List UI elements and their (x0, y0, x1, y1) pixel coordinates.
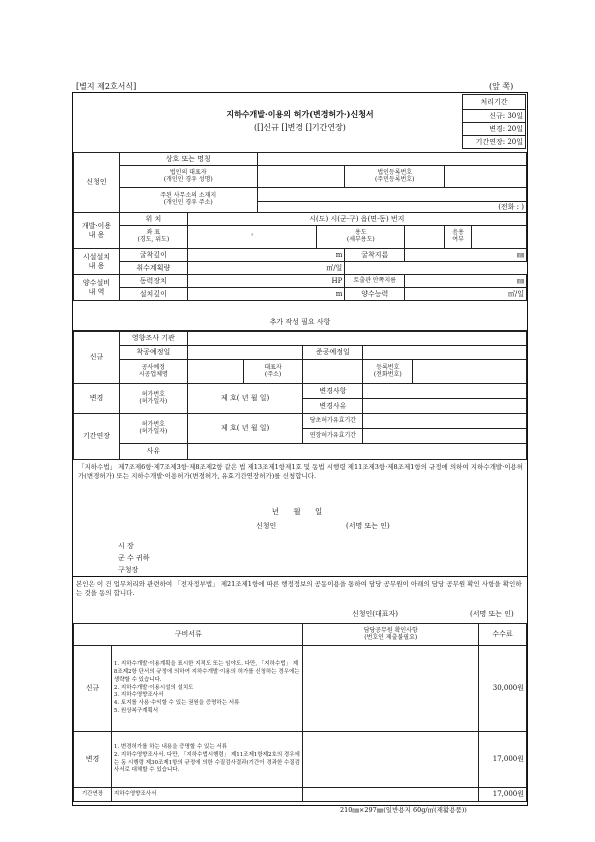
dig-diameter-label: 굴착지름 (345, 249, 405, 262)
docs-change-item: 2. 지하수영향조사서. 다만, 「지하수법시행령」 제11조제1항제2호의 경우에는 동 시행령 제30조제1항의 규정에 의한 수질검사결과(기간이 경과한 수질검사서로 대체할 수 있습니다. (113, 751, 300, 774)
change-permit-field[interactable]: 제 호( 년 월 일) (187, 384, 303, 414)
period-new-key: 신규: (489, 111, 506, 120)
corp-reg-label-sub: (주민등록번호) (374, 175, 415, 183)
complete-date-label: 준공예정일 (303, 346, 363, 360)
address-label-sub: (개인인 경우 주소) (163, 199, 213, 206)
docs-header-official-sub: (번호인 제출불필요) (364, 633, 418, 641)
location-field[interactable]: 시(도) 시(군·구) 읍(면·동) 번지 (187, 213, 526, 226)
docs-new-official (303, 646, 479, 732)
company-name-label: 상호 또는 명칭 (119, 153, 257, 166)
coordinates-label-sub: (경도, 위도) (137, 236, 170, 243)
pump-group-label: 양수설비 (82, 279, 110, 288)
ext-period-field[interactable] (363, 429, 527, 444)
docs-new-fee: 30,000원 (479, 646, 527, 732)
ext-permit-label: 허가번호 (141, 420, 165, 428)
survey-org-field[interactable] (187, 332, 526, 346)
orig-period-field[interactable] (363, 414, 527, 429)
dig-depth-label: 굴착깊이 (119, 249, 187, 262)
survey-org-label: 영향조사 기관 (119, 332, 187, 346)
pump-group-label-sub: 내 역 (88, 287, 105, 296)
docs-new-item: 5. 원상복구계획서 (113, 708, 159, 715)
complete-date-field[interactable] (363, 346, 527, 360)
install-depth-unit[interactable]: m (187, 288, 345, 301)
company-name-field[interactable] (257, 153, 526, 166)
docs-new-item: 2. 지하수개발·이용시설의 설치도 (113, 684, 194, 691)
ext-group-label: 기간연장 (74, 414, 120, 460)
period-ext-key: 기간연장: (475, 137, 506, 146)
corp-reg-label: 법인등록번호 (377, 168, 413, 176)
intake-plan-unit[interactable]: ㎥/일 (187, 262, 345, 275)
contractor-rep-field[interactable] (303, 360, 363, 384)
paper-size-note: 210㎜×297㎜(일반용지 60g/㎡(재활용품)) (340, 806, 467, 814)
docs-change-label: 변경 (74, 732, 112, 788)
contractor-rep-label-sub: (주소) (264, 370, 282, 378)
representative-label-sub: (개인인 경우 성명) (163, 175, 213, 183)
extra-info-table (73, 331, 527, 460)
docs-new-item: 3. 지하수영향조사서 (113, 692, 164, 699)
docs-header-required: 구비서류 (74, 624, 303, 646)
start-date-label: 착공예정일 (119, 346, 187, 360)
consent-sign-note[interactable]: (서명 또는 인) (470, 610, 514, 618)
ext-reason-field[interactable] (187, 444, 526, 460)
period-change-value: 20일 (507, 124, 523, 133)
docs-ext-item: 지하수영향조사서 (111, 788, 303, 802)
coordinates-label: 좌 표 (146, 229, 161, 237)
contractor-label-sub: 시공업체명 (138, 370, 168, 378)
docs-new-label: 신규 (74, 646, 112, 732)
dev-group-label-sub: 내 용 (88, 230, 105, 239)
facility-group-label-sub: 내 용 (88, 261, 105, 270)
dig-depth-unit[interactable]: m (187, 249, 345, 262)
address-label: 주된 사무소의 소재지 (160, 192, 217, 200)
addressee-district: 구청장 (118, 566, 139, 574)
pump-capacity-unit[interactable]: ㎥/일 (405, 288, 527, 301)
declaration-text: 「지하수법」 제7조제6항·제7조제3항·제8조제2항 같은 법 제13조제1항제1호 및 동법 시행령 제11조제3항·제8조제1항의 규정에 의하여 지하수개발·이용허가(변경허가) 또는 지하수개발·이용허가(변경허가, 유효기간연장허가)를 신청합니다. (78, 463, 524, 481)
form-subtitle: ([]신규 []변경 []기간연장) (254, 123, 346, 132)
change-reason-label: 변경사유 (303, 399, 363, 414)
page-side-label: (앞 쪽) (489, 82, 514, 91)
declaration-sign-note[interactable]: (서명 또는 인) (346, 522, 390, 530)
change-group-label: 변경 (74, 384, 120, 414)
power-label: 동력장치 (119, 275, 187, 288)
contractor-rep-label: 대표자 (264, 363, 282, 371)
facility-group-label: 시설설치 (82, 253, 110, 262)
contractor-reg-label: 등록번호 (376, 363, 400, 371)
ext-permit-label-sub: (허가일자) (139, 427, 168, 435)
addressee-county: 군 수 귀하 (118, 554, 150, 562)
change-permit-label: 허가번호 (141, 390, 165, 398)
period-new-value: 30일 (507, 111, 523, 120)
extra-heading: 추가 작성 필요 사항 (73, 318, 527, 331)
addressee-mayor: 시 장 (118, 542, 134, 550)
drinking-label: 음용 (452, 229, 464, 237)
dev-group-label: 개발·이용 (81, 222, 112, 231)
contractor-field[interactable] (187, 360, 243, 384)
contractor-reg-field[interactable] (413, 360, 527, 384)
pump-capacity-label: 양수능력 (345, 288, 405, 301)
form-title: 지하수개발·이용의 허가(변경허가·)신청서 (226, 109, 374, 119)
drinking-field[interactable] (472, 226, 526, 248)
location-label: 위 치 (119, 213, 187, 226)
docs-ext-official (303, 788, 479, 802)
application-info-table (73, 152, 527, 301)
address-field[interactable] (257, 188, 526, 202)
purpose-label-sub: (세부용도) (346, 236, 375, 243)
form-number: [별지 제2호서식] (76, 82, 137, 91)
orig-period-label: 당초허가유효기간 (303, 414, 363, 429)
docs-change-official (303, 732, 479, 788)
change-item-label: 변경사항 (303, 384, 363, 399)
start-date-field[interactable] (187, 346, 303, 360)
consent-text: 본인은 이 건 업무처리와 관련하여 「전자정부법」 제21조제1항에 따른 행정정보의 공동이용을 통하여 담당 공무원이 아래의 담당 공무원 확인 사항을 확인하는 것을 동의 합니다. (76, 580, 522, 598)
period-label: 처리기간 (463, 95, 526, 110)
representative-label: 법인의 대표자 (169, 168, 207, 176)
docs-new-item: 4. 토지를 사용·수익할 수 있는 권원을 증명하는 서류 (113, 700, 240, 707)
ext-period-label: 연장허가유효기간 (303, 429, 363, 444)
period-ext-value: 20일 (507, 137, 523, 146)
ext-permit-field[interactable]: 제 호( 년 월 일) (187, 414, 303, 444)
contractor-reg-label-sub: (전화번호) (373, 370, 402, 378)
purpose-label: 용도 (355, 229, 367, 237)
docs-header-fee: 수수료 (479, 624, 527, 646)
consent-signer-label: 신청인(대표자) (352, 610, 399, 618)
declaration-signer-label: 신청인 (256, 522, 277, 530)
install-depth-label: 설치깊이 (119, 288, 187, 301)
contractor-label: 공사예정 (141, 363, 165, 371)
documents-table (73, 623, 527, 802)
docs-change-fee: 17,000원 (479, 732, 527, 788)
purpose-field[interactable] (405, 226, 445, 249)
drinking-label-sub: 여부 (452, 236, 464, 243)
intake-plan-label: 취수계획량 (119, 262, 187, 275)
change-reason-field[interactable] (363, 399, 527, 414)
ext-reason-label: 사유 (119, 444, 187, 460)
docs-ext-label: 기간연장 (74, 788, 112, 802)
docs-ext-fee: 17,000원 (479, 788, 527, 802)
processing-period-box (462, 94, 526, 149)
docs-new-item: 1. 지하수개발·이용계획을 표시한 지적도 또는 임야도. 다만, 「지하수법」 제8조제2항 단서의 규정에 의하여 지하수개발·이용의 허가를 신청하는 경우에는 생략할 수 있습니다. (113, 660, 300, 683)
corp-reg-field[interactable] (445, 166, 527, 188)
docs-change-item: 1. 변경허가를 하는 내용을 증명할 수 있는 서류 (113, 743, 228, 750)
new-group-label: 신규 (74, 332, 120, 384)
change-permit-label-sub: (허가일자) (139, 397, 168, 405)
applicant-group-label: 신청인 (74, 153, 120, 213)
change-item-field[interactable] (363, 384, 527, 399)
docs-header-official: 담당공무원 확인사항 (363, 626, 418, 634)
power-unit[interactable]: HP (187, 275, 345, 288)
pipe-diameter-label: 토출관 안쪽지름 (345, 275, 405, 288)
dig-diameter-unit[interactable]: ㎜ (405, 249, 527, 262)
phone-field[interactable]: (전화 : ) (257, 202, 526, 213)
consent-divider (73, 576, 527, 577)
declaration-date[interactable]: 년 월 일 (271, 507, 329, 516)
pipe-diameter-unit[interactable]: ㎜ (405, 275, 527, 288)
period-change-key: 변경: (489, 124, 506, 133)
representative-field[interactable] (257, 166, 345, 188)
coordinates-field[interactable]: ' (187, 226, 317, 249)
